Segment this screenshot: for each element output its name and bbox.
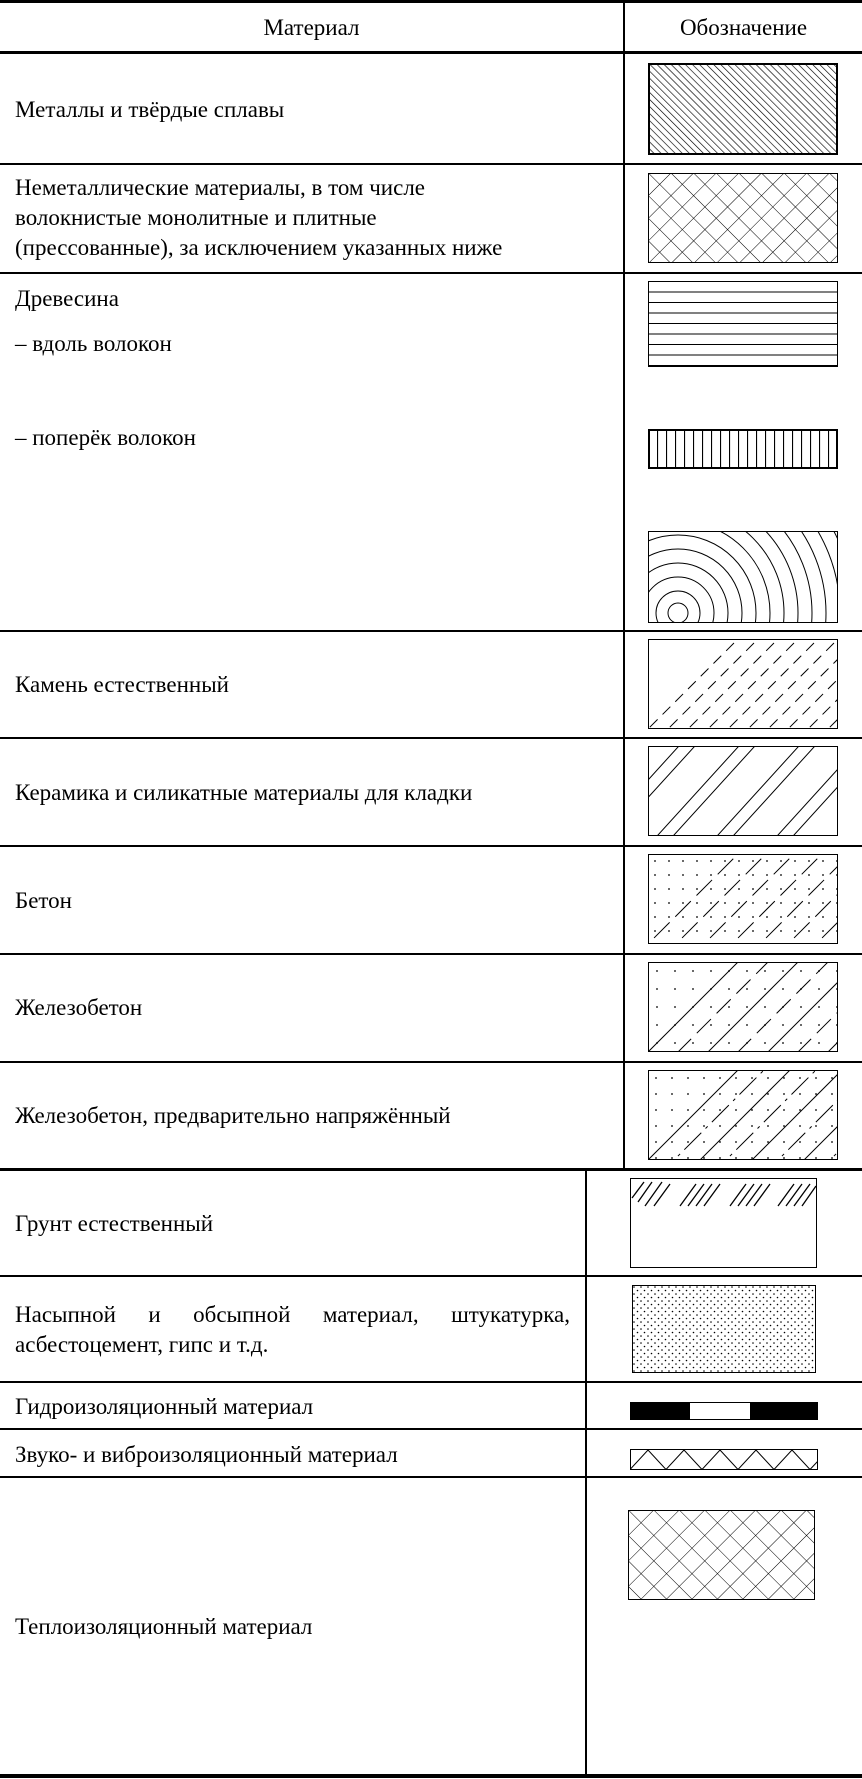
row-divider xyxy=(0,1275,862,1277)
row-label-metals: Металлы и твёрдые сплавы xyxy=(15,97,285,122)
row-label-concrete: Бетон xyxy=(15,888,72,913)
wood-across-grain-icon xyxy=(648,429,838,469)
row-divider xyxy=(0,737,862,739)
table-bottom-border xyxy=(0,1774,862,1778)
row-label-thermal: Теплоизоляционный материал xyxy=(15,1614,313,1639)
row-label-nonmetal-line1: Неметаллические материалы, в том числе xyxy=(15,175,426,200)
natural-stone-icon xyxy=(648,639,838,729)
nonmetal-crosshatch-icon xyxy=(648,173,838,263)
row-label-stone: Камень естественный xyxy=(15,672,229,697)
soundproofing-icon xyxy=(630,1449,818,1470)
row-label-reinforced-concrete: Железобетон xyxy=(15,995,143,1020)
row-divider xyxy=(0,1168,862,1171)
row-label-fill: Насыпной и обсыпной материал, штукатурка, асбестоцемент, гипс и т.д. xyxy=(15,1302,570,1357)
row-label-wood: Древесина xyxy=(15,286,119,311)
header-designation: Обозначение xyxy=(679,15,808,40)
metal-hatch-icon xyxy=(648,63,838,155)
row-label-nonmetal-line2: волокнистые монолитные и плитные xyxy=(15,205,377,230)
ceramic-hatch-icon xyxy=(648,746,838,836)
row-divider xyxy=(0,272,862,274)
row-label-prestressed-concrete: Железобетон, предварительно напряжённый xyxy=(15,1103,451,1128)
row-label-nonmetal-line3: (прессованные), за исключением указанных ниже xyxy=(15,235,503,260)
row-divider xyxy=(0,1381,862,1383)
row-label-ceramic: Керамика и силикатные материалы для кладки xyxy=(15,780,473,805)
natural-soil-icon xyxy=(630,1178,817,1268)
prestressed-concrete-icon xyxy=(648,1070,838,1160)
row-divider xyxy=(0,163,862,165)
row-divider xyxy=(0,1061,862,1063)
fill-material-icon xyxy=(632,1285,816,1373)
row-label-soil: Грунт естественный xyxy=(15,1211,214,1236)
row-divider xyxy=(0,1428,862,1430)
row-label-waterproof: Гидроизоляционный материал xyxy=(15,1394,314,1419)
thermal-insulation-icon xyxy=(628,1510,815,1600)
waterproofing-icon xyxy=(630,1402,818,1420)
row-divider xyxy=(0,1476,862,1478)
reinforced-concrete-icon xyxy=(648,962,838,1052)
row-divider xyxy=(0,630,862,632)
row-label-soundproof: Звуко- и виброизоляционный материал xyxy=(15,1442,398,1467)
column-divider xyxy=(585,1169,587,1775)
row-divider xyxy=(0,845,862,847)
wood-end-grain-icon xyxy=(648,531,838,623)
concrete-hatch-icon xyxy=(648,854,838,944)
row-label-wood-across: – поперёк волокон xyxy=(15,425,196,450)
row-divider xyxy=(0,953,862,955)
column-divider xyxy=(623,0,625,1169)
wood-along-grain-icon xyxy=(648,281,838,367)
row-label-wood-along: – вдоль волокон xyxy=(15,331,172,356)
header-material: Материал xyxy=(263,15,360,40)
